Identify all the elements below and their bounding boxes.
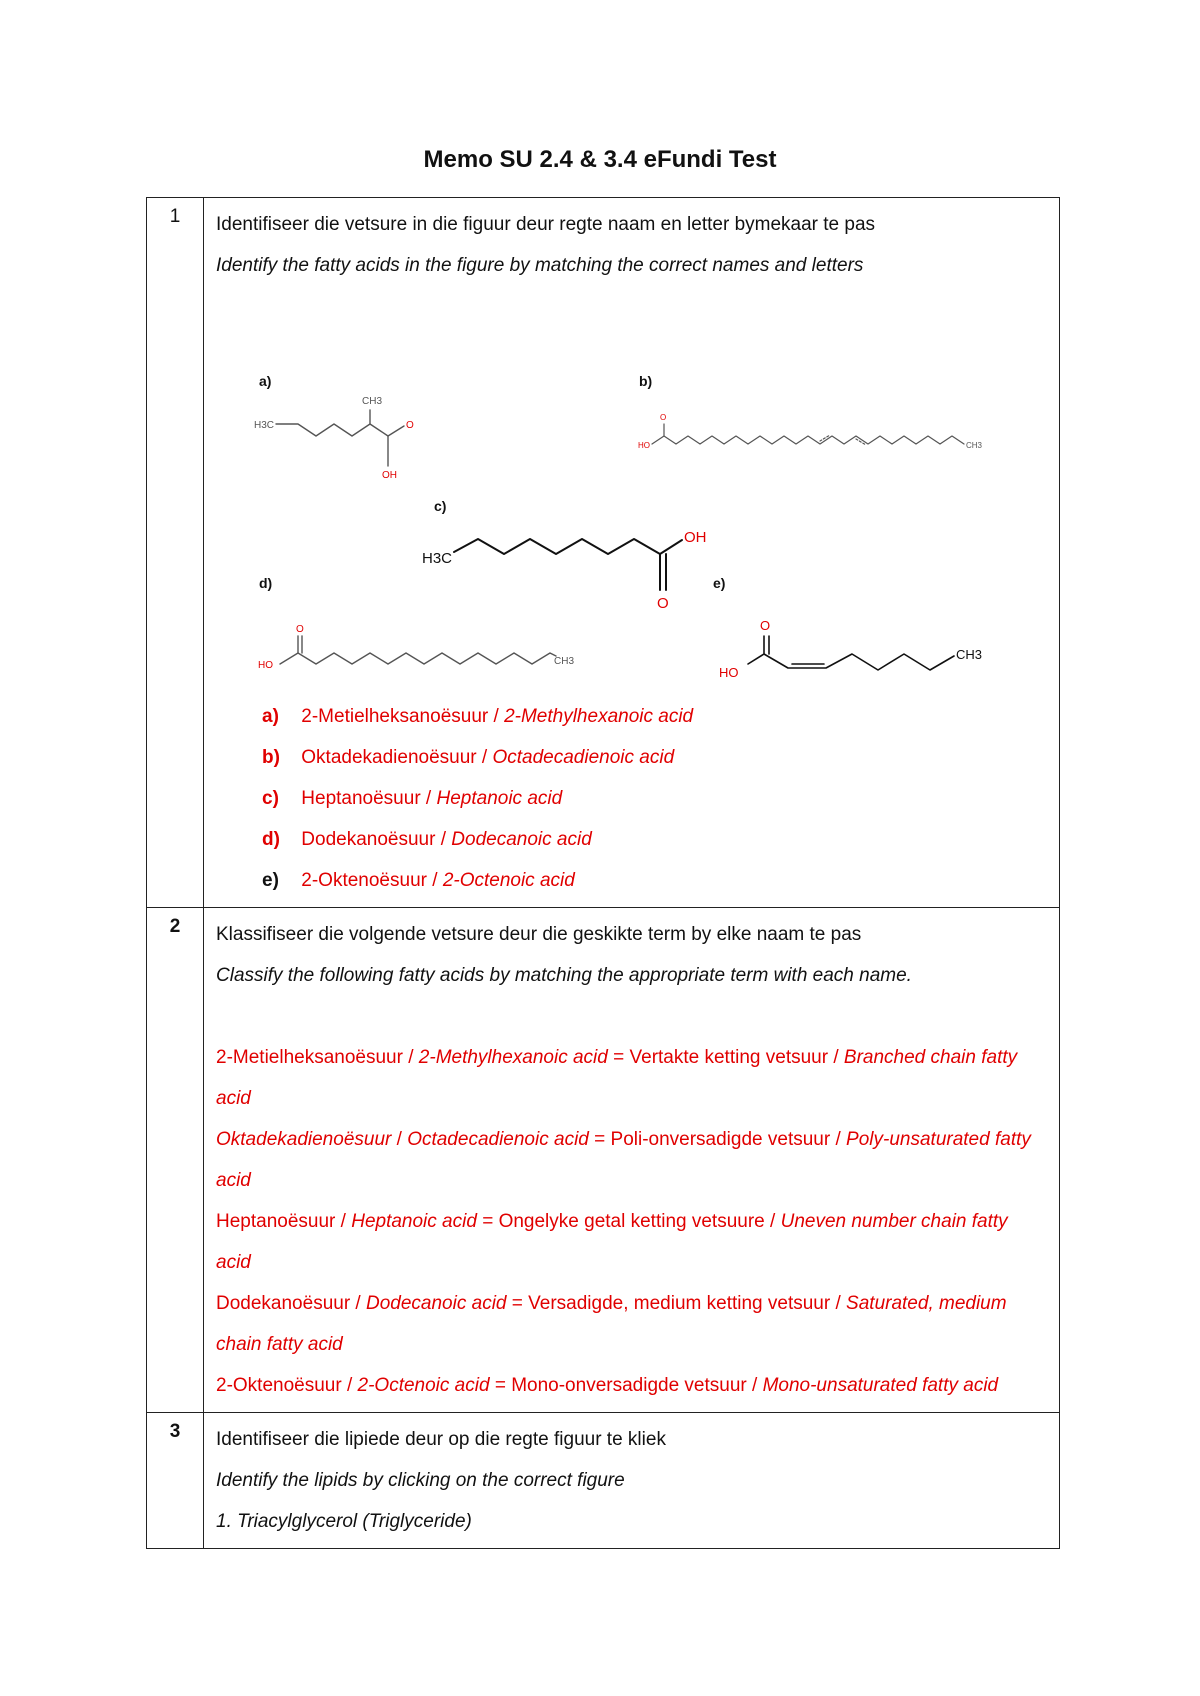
structure-label-e: e) (713, 575, 726, 591)
question-body (204, 198, 1060, 908)
answer-separator: / (420, 788, 437, 809)
spacer (216, 996, 1047, 1037)
answer-item (262, 696, 1047, 737)
answer-separator: / (435, 829, 452, 850)
fatty-acid-structures (216, 286, 1104, 696)
answer-eq: = (607, 1047, 630, 1068)
chem-ch3-d: CH3 (554, 656, 575, 667)
answer-af: 2-Oktenoësuur (301, 870, 427, 891)
answer-eq: = (506, 1293, 529, 1314)
answer-item (262, 819, 1047, 860)
answer-en: 2-Octenoic acid (357, 1375, 490, 1396)
answer-list-1 (216, 696, 1047, 901)
answer-separator: / (476, 747, 493, 768)
question-text-en: Identify the lipids by clicking on the correct figure (216, 1470, 625, 1491)
chem-ho-b: HO (638, 441, 650, 450)
chem-ho-d: HO (258, 660, 273, 671)
structure-label-d: d) (259, 575, 273, 591)
chem-oh-c: OH (684, 529, 707, 546)
term-en: Poly-unsaturated fatty acid (216, 1129, 1031, 1191)
question-row-2 (147, 908, 1060, 1413)
question-number: 1 (147, 198, 204, 908)
chem-ch3-e: CH3 (956, 647, 983, 662)
answer-af: Heptanoësuur (216, 1211, 336, 1232)
structure-label-b: b) (639, 373, 653, 389)
answer-label: c) (262, 788, 279, 809)
chem-h3c-a: H3C (254, 420, 275, 431)
fatty-acid-figure (216, 286, 1104, 696)
chem-o-b: O (660, 413, 667, 422)
question-text-af: Identifiseer die lipiede deur op die regte figuur te kliek (216, 1429, 666, 1450)
chem-h3c-c: H3C (422, 550, 453, 567)
answer-item (262, 778, 1047, 819)
question-body (204, 908, 1060, 1413)
answer-en: Dodecanoic acid (451, 829, 592, 850)
question-text-af: Identifiseer die vetsure in die figuur deur regte naam en letter bymekaar te pas (216, 214, 876, 235)
answer-af: Oktadekadienoësuur (216, 1129, 392, 1150)
term-af: Mono-onversadigde vetsuur (511, 1375, 747, 1396)
chem-ho-e: HO (719, 665, 739, 680)
chem-o-e: O (760, 618, 771, 633)
answer-en: Octadecadienoic acid (407, 1129, 589, 1150)
question-row-1 (147, 198, 1060, 908)
answer-en: Heptanoic acid (351, 1211, 477, 1232)
structure-e (748, 636, 954, 670)
answer-en: Octadecadienoic acid (492, 747, 675, 768)
answer-en: 2-Methylhexanoic acid (418, 1047, 608, 1068)
structure-b (652, 424, 964, 445)
classification-answer: Heptanoësuur / Heptanoic acid = Ongelyke getal ketting vetsuure / Uneven number chain fatty acid (216, 1211, 1008, 1273)
page-title: Memo SU 2.4 & 3.4 eFundi Test (423, 146, 777, 173)
question-text-en: Classify the following fatty acids by matching the appropriate term with each name. (216, 965, 912, 986)
question-text-af: Klassifiseer die volgende vetsure deur die geskikte term by elke naam te pas (216, 924, 862, 945)
answer-separator: / (488, 706, 505, 727)
structure-a (276, 410, 404, 466)
answer-en: 2-Methylhexanoic acid (504, 706, 694, 727)
question-body (204, 1413, 1060, 1549)
term-en: Saturated, medium chain fatty acid (216, 1293, 1007, 1355)
answer-item (262, 860, 1047, 901)
answer-af: 2-Metielheksanoësuur (301, 706, 489, 727)
term-en: Mono-unsaturated fatty acid (762, 1375, 999, 1396)
answer-eq: = (588, 1129, 611, 1150)
memo-table (146, 197, 1060, 1549)
answer-label: d) (262, 829, 280, 850)
answer-separator: / (426, 870, 443, 891)
chem-o-c: O (657, 595, 669, 612)
structure-label-a: a) (259, 373, 272, 389)
classification-answer: Oktadekadienoësuur / Octadecadienoic acid = Poli-onversadigde vetsuur / Poly-unsaturated fatty acid (216, 1129, 1031, 1191)
answer-en: Heptanoic acid (436, 788, 563, 809)
classification-answer: Dodekanoësuur / Dodecanoic acid = Versadigde, medium ketting vetsuur / Saturated, medium chain fatty acid (216, 1293, 1007, 1355)
answer-label: b) (262, 747, 280, 768)
question-row-3 (147, 1413, 1060, 1549)
term-af: Vertakte ketting vetsuur (629, 1047, 829, 1068)
chem-ch3-b: CH3 (966, 441, 983, 450)
answer-af: Heptanoësuur (301, 788, 421, 809)
answer-item (262, 737, 1047, 778)
question-text-en: Identify the fatty acids in the figure by matching the correct names and letters (216, 255, 864, 276)
answer-eq: = (489, 1375, 512, 1396)
question-number: 3 (147, 1413, 204, 1549)
chem-o-a: O (406, 420, 414, 431)
answer-en: 2-Octenoic acid (442, 870, 575, 891)
answer-af: 2-Metielheksanoësuur (216, 1047, 403, 1068)
structure-d (280, 636, 556, 664)
term-en: Uneven number chain fatty acid (216, 1211, 1008, 1273)
term-af: Ongelyke getal ketting vetsuure (498, 1211, 765, 1232)
answer-eq: = (476, 1211, 499, 1232)
chem-ch3-a: CH3 (362, 396, 383, 407)
classification-answer: 2-Oktenoësuur / 2-Octenoic acid = Mono-onversadigde vetsuur / Mono-unsaturated fatty acid (216, 1375, 999, 1396)
lipid-item-1: 1. Triacylglycerol (Triglyceride) (216, 1511, 472, 1532)
structure-label-c: c) (434, 498, 447, 514)
structure-c (454, 539, 682, 590)
answer-af: Dodekanoësuur (216, 1293, 351, 1314)
term-en: Branched chain fatty acid (216, 1047, 1018, 1109)
answer-label: a) (262, 706, 279, 727)
answer-label: e) (262, 870, 279, 891)
answer-af: Oktadekadienoësuur (301, 747, 477, 768)
term-af: Poli-onversadigde vetsuur (610, 1129, 831, 1150)
question-number: 2 (147, 908, 204, 1413)
classification-answer: 2-Metielheksanoësuur / 2-Methylhexanoic acid = Vertakte ketting vetsuur / Branched chain fatty acid (216, 1047, 1018, 1109)
term-af: Versadigde, medium ketting vetsuur (528, 1293, 831, 1314)
answer-af: 2-Oktenoësuur (216, 1375, 342, 1396)
chem-o-d: O (296, 624, 304, 635)
answer-en: Dodecanoic acid (366, 1293, 507, 1314)
chem-oh-a: OH (382, 470, 397, 481)
answer-af: Dodekanoësuur (301, 829, 436, 850)
